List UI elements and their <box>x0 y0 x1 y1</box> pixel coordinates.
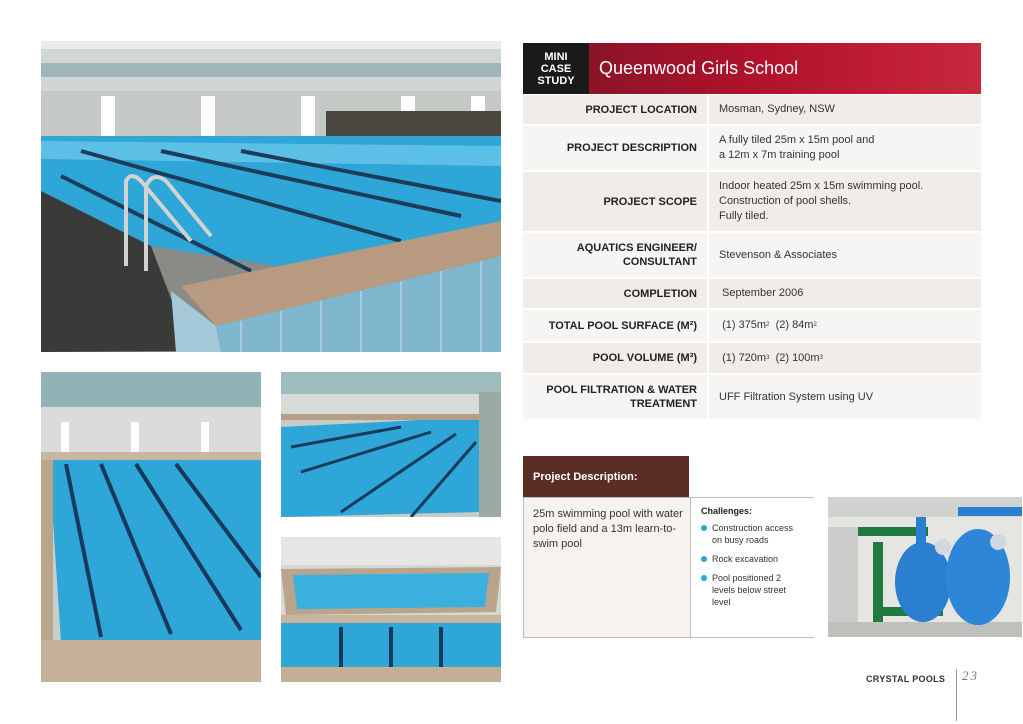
row-value: September 2006 <box>719 287 804 299</box>
row-value: (1) 720m 3 (2) 100m 3 <box>722 351 823 364</box>
list-item: Rock excavation <box>701 553 804 565</box>
challenges-panel <box>690 498 814 637</box>
pool-photo-main <box>41 41 501 352</box>
mini-case-study-label <box>523 43 589 94</box>
project-info-table <box>523 95 981 421</box>
row-label: PROJECT DESCRIPTION <box>523 126 709 170</box>
table-row <box>523 126 981 172</box>
pool-photo-lanes <box>41 372 261 682</box>
project-description-box <box>523 497 814 638</box>
mini-label-line: CASE <box>540 62 572 75</box>
footer-divider <box>956 669 957 721</box>
pool-photo-training <box>281 537 501 682</box>
bullet-icon <box>701 575 707 581</box>
row-label: PROJECT LOCATION <box>523 95 709 124</box>
table-row <box>523 279 981 310</box>
filtration-photo <box>828 497 1022 637</box>
list-item: Pool positioned 2 levels below street level <box>701 572 804 608</box>
row-value: Stevenson & Associates <box>719 248 838 261</box>
table-row <box>523 343 981 375</box>
footer-brand: CRYSTAL POOLS <box>866 674 946 684</box>
list-item: Construction access on busy roads <box>701 522 804 546</box>
bullet-icon <box>701 556 707 562</box>
project-description-text: 25m swimming pool with water polo field and a 13m learn-to-swim pool <box>533 508 683 550</box>
case-study-title: Queenwood Girls School <box>589 43 981 94</box>
pool-photo-upper-view <box>281 372 501 517</box>
row-label: POOL FILTRATION & WATER TREATMENT <box>523 375 709 419</box>
mini-label-line: MINI <box>544 50 568 63</box>
row-value: UFF Filtration System using UV <box>719 390 874 403</box>
row-label: AQUATICS ENGINEER/ CONSULTANT <box>523 233 709 277</box>
table-row <box>523 233 981 279</box>
row-value: A fully tiled 25m x 15m pool and a 12m x 7m training pool <box>719 134 875 161</box>
mini-label-line: STUDY <box>537 74 575 87</box>
challenges-title: Challenges: <box>701 506 753 516</box>
project-description-heading: Project Description: <box>523 456 689 497</box>
row-label: TOTAL POOL SURFACE (M²) <box>523 310 709 341</box>
row-label: COMPLETION <box>523 279 709 308</box>
bullet-icon <box>701 525 707 531</box>
row-value: Indoor heated 25m x 15m swimming pool. Construction of pool shells. Fully tiled. <box>719 180 924 222</box>
row-value: (1) 375m 2 (2) 84m 2 <box>722 319 817 331</box>
table-row <box>523 375 981 421</box>
table-row <box>523 172 981 233</box>
row-label: POOL VOLUME (M³) <box>523 343 709 373</box>
table-row <box>523 95 981 126</box>
page-number: 23 <box>962 668 979 683</box>
table-row <box>523 310 981 343</box>
row-value: Mosman, Sydney, NSW <box>719 103 835 115</box>
row-label: PROJECT SCOPE <box>523 172 709 231</box>
